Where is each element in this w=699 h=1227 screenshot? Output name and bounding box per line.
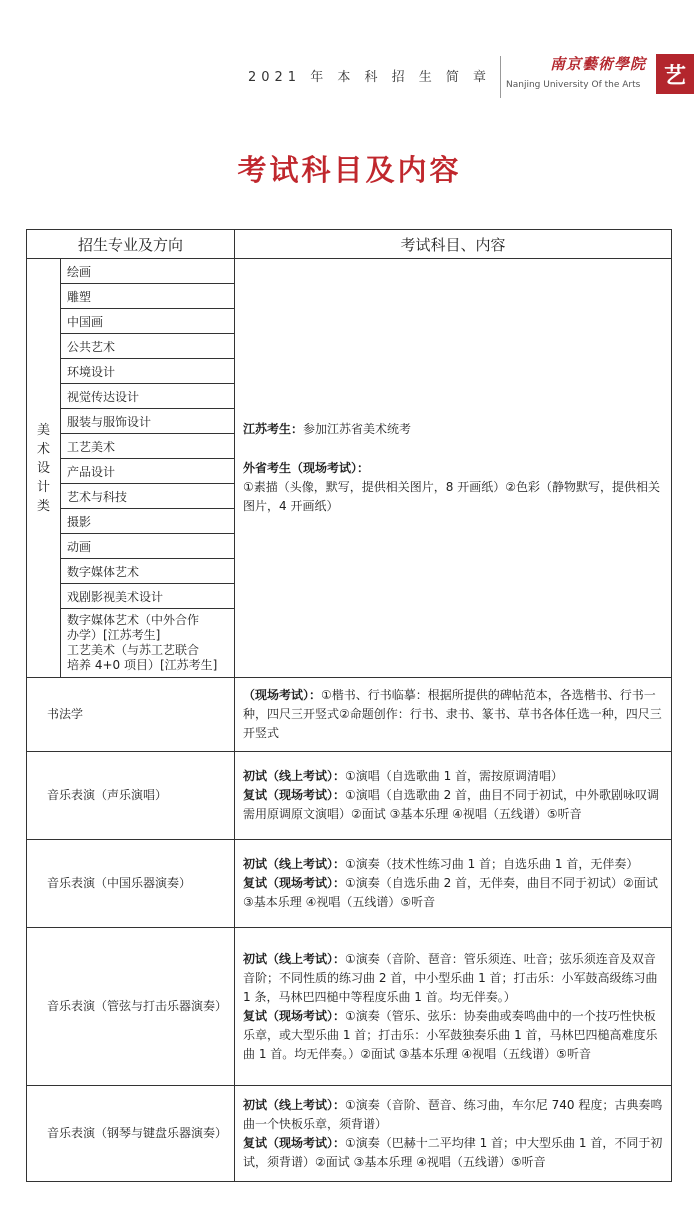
subject-cell: 产品设计 xyxy=(61,459,235,484)
subject-cell: 艺术与科技 xyxy=(61,484,235,509)
content-label: 复试（现场考试）： xyxy=(243,788,346,802)
table-row xyxy=(27,752,672,840)
content-label: 复试（现场考试）： xyxy=(243,1008,346,1023)
content-text: ①演唱（自选歌曲 1 首，需按原调清唱） xyxy=(345,769,564,783)
subject-cell: 数字媒体艺术 xyxy=(61,559,235,584)
major-calligraphy: 书法学 xyxy=(27,678,235,752)
university-seal-icon: 艺 xyxy=(656,54,694,94)
content-label: 初试（线上考试）： xyxy=(243,857,346,871)
subject-cell: 环境设计 xyxy=(61,359,235,384)
content-label: 江苏考生： xyxy=(243,422,304,436)
content-text: ①楷书、行书临摹：根据所提供的碑帖范本，各选楷书、行书一种，四尺三开竖式②命题创作：行书、隶书、篆书、草书各体任选一种，四尺三开竖式 xyxy=(243,688,662,740)
exam-subjects-table xyxy=(26,229,672,1182)
table-row xyxy=(27,678,672,752)
content-text: ①演奏（自选乐曲 2 首，无伴奏，曲目不同于初试）②面试 ③基本乐理 ④视唱（五线谱）⑤听音 xyxy=(243,876,658,909)
content-label: 复试（现场考试）： xyxy=(243,876,346,890)
category-char: 设 xyxy=(36,460,50,476)
table-row xyxy=(27,840,672,928)
category-char: 美 xyxy=(36,422,50,438)
page-header xyxy=(0,0,699,110)
subject-cell: 雕塑 xyxy=(61,284,235,309)
university-logo-text: 南京藝術學院 xyxy=(550,55,647,73)
other-province-line xyxy=(243,459,663,478)
fine-arts-exam-content xyxy=(235,259,672,678)
subject-cell-joint-programs xyxy=(61,609,235,678)
piano-exam-content xyxy=(235,1086,672,1182)
category-char: 计 xyxy=(36,479,50,495)
subject-line: 数字媒体艺术（中外合作 xyxy=(67,613,200,627)
content-label: 初试（线上考试）： xyxy=(243,769,346,783)
major-chinese-instruments: 音乐表演（中国乐器演奏） xyxy=(27,840,235,928)
major-vocal-performance: 音乐表演（声乐演唱） xyxy=(27,752,235,840)
content-text: ①演奏（技术性练习曲 1 首；自选乐曲 1 首，无伴奏） xyxy=(345,857,639,871)
subject-cell: 绘画 xyxy=(61,259,235,284)
major-orchestral-percussion: 音乐表演（管弦与打击乐器演奏） xyxy=(27,928,235,1086)
subject-cell: 中国画 xyxy=(61,309,235,334)
subject-cell: 动画 xyxy=(61,534,235,559)
brochure-title: 2021 年 本 科 招 生 简 章 xyxy=(247,70,491,85)
subject-cell: 戏剧影视美术设计 xyxy=(61,584,235,609)
subject-cell: 工艺美术 xyxy=(61,434,235,459)
column-header-major: 招生专业及方向 xyxy=(27,230,235,259)
category-char: 类 xyxy=(36,498,50,514)
subject-cell: 摄影 xyxy=(61,509,235,534)
content-text: 参加江苏省美术统考 xyxy=(303,422,412,436)
subject-cell: 服装与服饰设计 xyxy=(61,409,235,434)
content-label: 外省考生（现场考试）： xyxy=(243,461,370,475)
content-text: ①演奏（音阶、琶音、练习曲，车尔尼 740 程度；古典奏鸣曲一个快板乐章，须背谱） xyxy=(243,1097,663,1131)
content-text: ①演奏（巴赫十二平均律 1 首；中大型乐曲 1 首，不同于初试，须背谱）②面试 ③基本乐理 ④视唱（五线谱）⑤听音 xyxy=(243,1135,663,1169)
subject-cell: 公共艺术 xyxy=(61,334,235,359)
content-text: ①演奏（管乐、弦乐：协奏曲或奏鸣曲中的一个技巧性快板乐章，或大型乐曲 1 首；打击乐：小军鼓独奏乐曲 1 首，马林巴四槌高难度乐曲 1 首。均无伴奏。）②面试 ③基本乐理 ④视唱（五线谱）⑤听音 xyxy=(243,1008,658,1061)
content-label: 初试（线上考试）： xyxy=(243,951,346,966)
content-label: （现场考试）： xyxy=(243,688,322,702)
table-header-row xyxy=(27,230,672,259)
table-row xyxy=(27,259,672,284)
orchestral-exam-content xyxy=(235,928,672,1086)
header-divider xyxy=(500,56,501,98)
subject-cell: 视觉传达设计 xyxy=(61,384,235,409)
subject-line: 培养 4+0 项目）[江苏考生] xyxy=(67,658,218,672)
jiangsu-candidates-line xyxy=(243,420,663,439)
calligraphy-exam-content xyxy=(235,678,672,752)
content-label: 初试（线上考试）： xyxy=(243,1097,346,1112)
major-piano-keyboard: 音乐表演（钢琴与键盘乐器演奏） xyxy=(27,1086,235,1182)
subject-line: 工艺美术（与苏工艺联合 xyxy=(67,643,200,657)
table-row xyxy=(27,1086,672,1182)
content-text: ①素描（头像，默写，提供相关图片，8 开画纸）②色彩（静物默写，提供相关图片，4 开画纸） xyxy=(243,480,660,513)
university-english-name: Nanjing University Of the Arts xyxy=(506,80,641,90)
column-header-content: 考试科目、内容 xyxy=(235,230,672,259)
chinese-instruments-exam-content xyxy=(235,840,672,928)
table-row xyxy=(27,928,672,1086)
content-text: ①演唱（自选歌曲 2 首，曲目不同于初试，中外歌剧咏叹调需用原调原文演唱）②面试 ③基本乐理 ④视唱（五线谱）⑤听音 xyxy=(243,788,660,821)
page-title: 考试科目及内容 xyxy=(237,153,462,187)
category-char: 术 xyxy=(36,441,50,457)
content-label: 复试（现场考试）： xyxy=(243,1135,346,1150)
vocal-exam-content xyxy=(235,752,672,840)
subject-line: 办学）[江苏考生] xyxy=(67,628,161,642)
category-fine-arts-design xyxy=(27,259,61,678)
content-text: ①演奏（音阶、琶音：管乐须连、吐音；弦乐须连音及双音音阶；不同性质的练习曲 2 首，中小型乐曲 1 首；打击乐：小军鼓高级练习曲 1 条，马林巴四槌中等程度乐曲 1 首。均无伴奏。） xyxy=(243,951,658,1004)
